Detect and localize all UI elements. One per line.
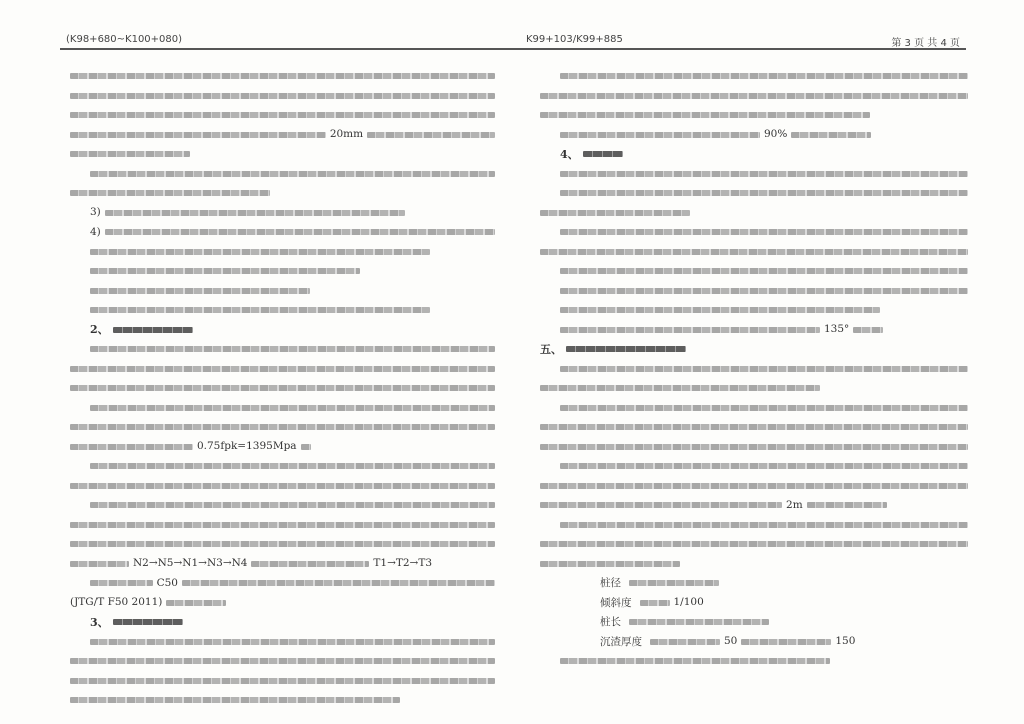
- strength-ratio: 90%: [764, 128, 788, 141]
- spec-sediment-a: 50: [724, 635, 738, 648]
- spec-sediment-b: 150: [835, 635, 856, 648]
- spec-tolerance: 1/100: [673, 596, 704, 609]
- spec-label-length: 桩长: [600, 616, 621, 629]
- thickness-value: 20mm: [329, 128, 364, 141]
- item-4-marker: 4): [90, 225, 101, 238]
- section-3-title: 3、: [90, 615, 109, 629]
- section-4-title: 4、: [560, 147, 579, 161]
- tendon-order: T1→T2→T3: [373, 557, 433, 570]
- header-page-counter: 第 3 页 共 4 页: [891, 38, 960, 49]
- left-text-column: [70, 66, 495, 712]
- right-text-column: [540, 66, 968, 712]
- tension-formula: 0.75fpk=1395Mpa: [196, 440, 297, 453]
- section-5-title: 五、: [540, 342, 562, 356]
- header-left-text: (K98+680~K100+080): [66, 34, 183, 45]
- hook-angle: 135°: [824, 323, 850, 336]
- spec-label-tilt: 倾斜度: [600, 596, 632, 609]
- spec-label-diameter: 桩径: [600, 577, 621, 590]
- item-3-marker: 3): [90, 206, 101, 219]
- section-2-title: 2、: [90, 323, 109, 337]
- header-center-text: K99+103/K99+885: [526, 34, 623, 45]
- depth-value: 2m: [786, 498, 803, 511]
- spec-label-sediment: 沉渣厚度: [600, 635, 642, 648]
- spec-reference: (JTG/T F50 2011): [70, 596, 163, 609]
- concrete-grade: C50: [156, 576, 178, 589]
- strand-order: N2→N5→N1→N3→N4: [132, 557, 248, 570]
- page-header: [60, 32, 966, 50]
